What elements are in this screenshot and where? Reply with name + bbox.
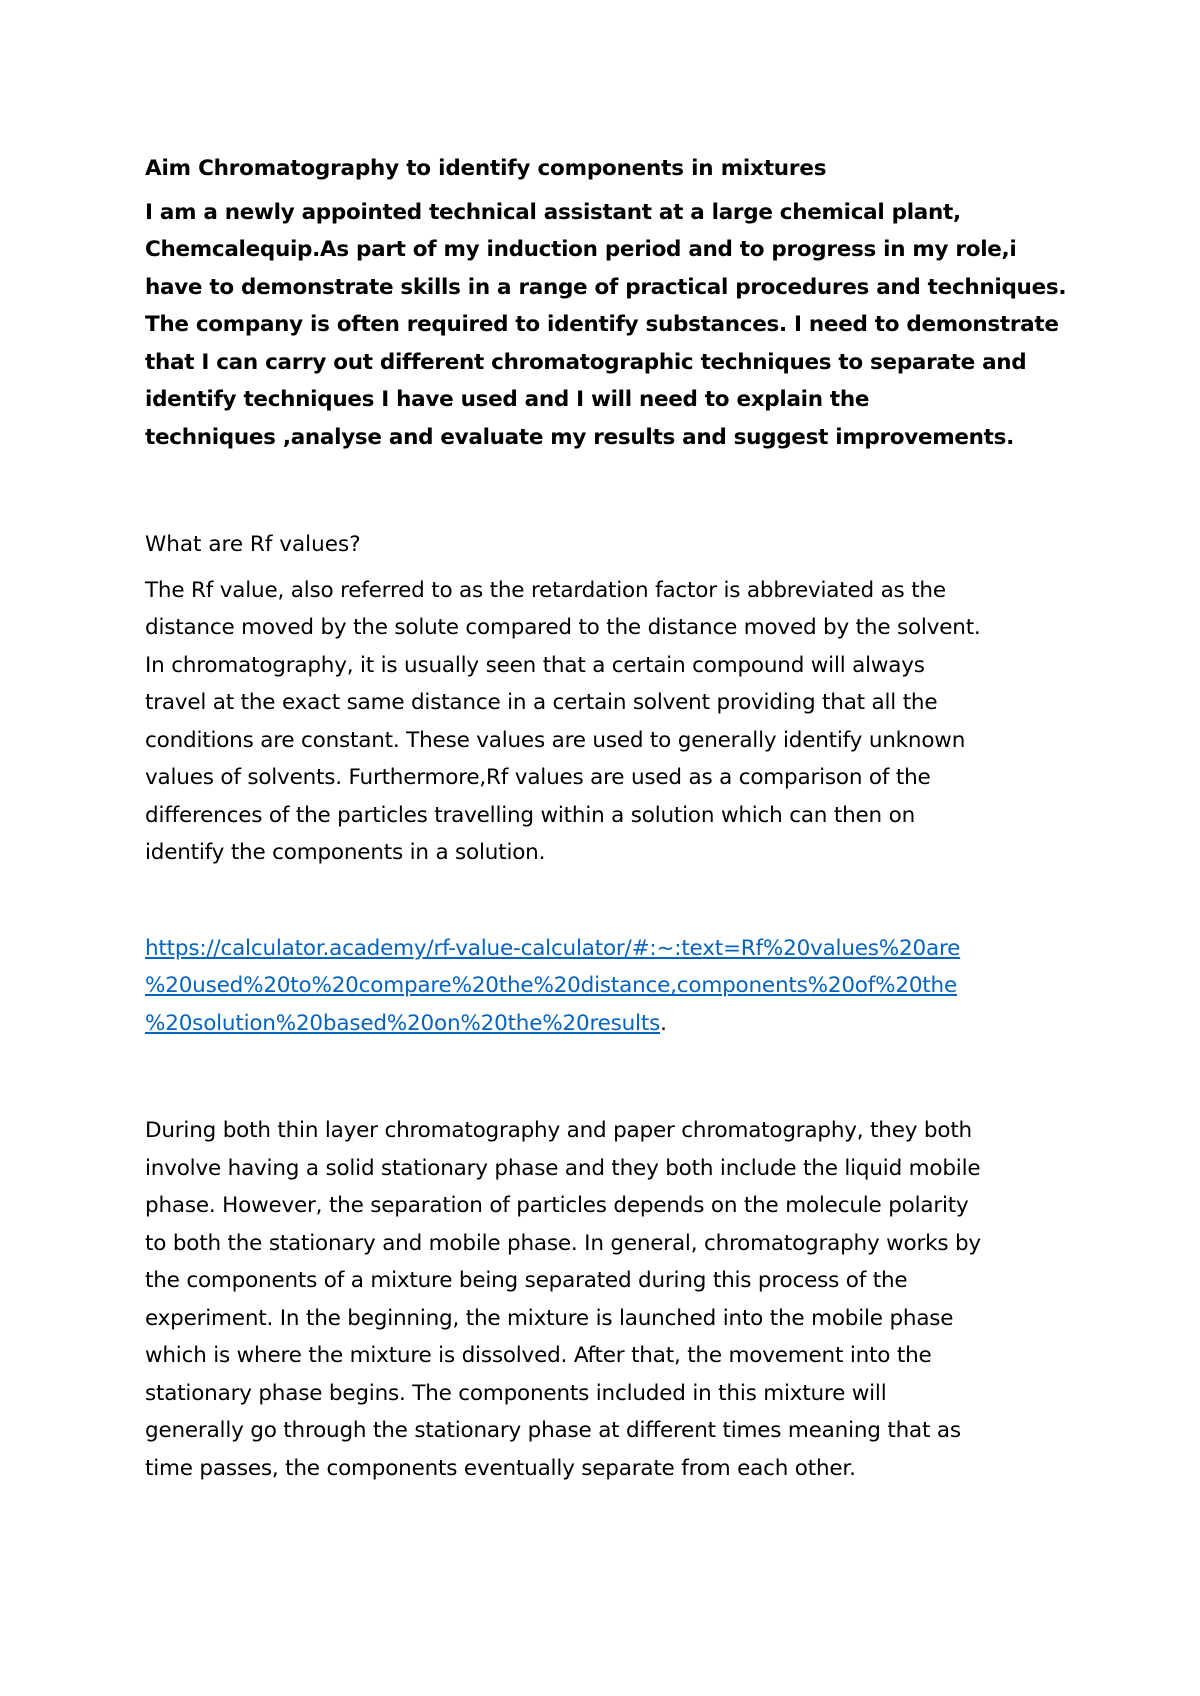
- rf-line: conditions are constant. These values are used to generally identify unknown: [145, 727, 966, 753]
- rf-paragraph: [145, 572, 1065, 872]
- reference-link-line: [145, 1005, 1065, 1043]
- document-body: [145, 150, 1065, 1487]
- intro-line: I am a newly appointed technical assistant at a large chemical plant,: [145, 199, 961, 225]
- link-trailing-period: .: [660, 1010, 667, 1036]
- rf-line: travel at the exact same distance in a certain solvent providing that all the: [145, 690, 938, 715]
- intro-line: have to demonstrate skills in a range of practical procedures and techniques.: [145, 274, 1067, 300]
- chromatography-line: experiment. In the beginning, the mixture is launched into the mobile phase: [145, 1305, 954, 1331]
- reference-link[interactable]: %20used%20to%20compare%20the%20distance,components%20of%20the: [145, 973, 957, 998]
- reference-link-line: [145, 967, 1065, 1005]
- intro-line: that I can carry out different chromatographic techniques to separate and: [145, 349, 1027, 375]
- rf-line: The Rf value, also referred to as the retardation factor is abbreviated as the: [145, 577, 946, 603]
- intro-line: identify techniques I have used and I will need to explain the: [145, 387, 870, 412]
- chromatography-paragraph: [145, 1112, 1065, 1487]
- document-title: Aim Chromatography to identify components in mixtures: [145, 156, 827, 181]
- rf-line: In chromatography, it is usually seen that a certain compound will always: [145, 652, 925, 678]
- chromatography-line: time passes, the components eventually separate from each other.: [145, 1455, 856, 1481]
- chromatography-line: involve having a solid stationary phase and they both include the liquid mobile: [145, 1155, 981, 1181]
- intro-paragraph: [145, 194, 1065, 457]
- chromatography-line: generally go through the stationary phase at different times meaning that as: [145, 1418, 961, 1443]
- reference-link[interactable]: https://calculator.academy/rf-value-calculator/#:~:text=Rf%20values%20are: [145, 935, 961, 961]
- reference-link-line: [145, 930, 1065, 968]
- spacer: [145, 564, 1065, 572]
- chromatography-line: phase. However, the separation of particles depends on the molecule polarity: [145, 1193, 969, 1218]
- intro-line: Chemcalequip.As part of my induction period and to progress in my role,i: [145, 237, 1017, 262]
- rf-line: identify the components in a solution.: [145, 840, 546, 865]
- intro-line: techniques ,analyse and evaluate my results and suggest improvements.: [145, 424, 1015, 450]
- reference-link-block: [145, 930, 1065, 1043]
- chromatography-line: to both the stationary and mobile phase. In general, chromatography works by: [145, 1230, 981, 1256]
- chromatography-line: the components of a mixture being separated during this process of the: [145, 1268, 908, 1293]
- intro-line: The company is often required to identify substances. I need to demonstrate: [145, 312, 1059, 337]
- spacer: [145, 1042, 1065, 1112]
- reference-link[interactable]: %20solution%20based%20on%20the%20results: [145, 1010, 661, 1036]
- rf-question-heading: What are Rf values?: [145, 532, 361, 557]
- chromatography-line: During both thin layer chromatography and paper chromatography, they both: [145, 1118, 972, 1143]
- chromatography-line: which is where the mixture is dissolved. After that, the movement into the: [145, 1343, 932, 1368]
- rf-line: distance moved by the solute compared to the distance moved by the solvent.: [145, 615, 981, 640]
- chromatography-line: stationary phase begins. The components included in this mixture will: [145, 1380, 887, 1406]
- rf-line: values of solvents. Furthermore,Rf values are used as a comparison of the: [145, 765, 931, 790]
- rf-line: differences of the particles travelling within a solution which can then on: [145, 802, 915, 828]
- spacer: [145, 456, 1065, 526]
- spacer: [145, 872, 1065, 930]
